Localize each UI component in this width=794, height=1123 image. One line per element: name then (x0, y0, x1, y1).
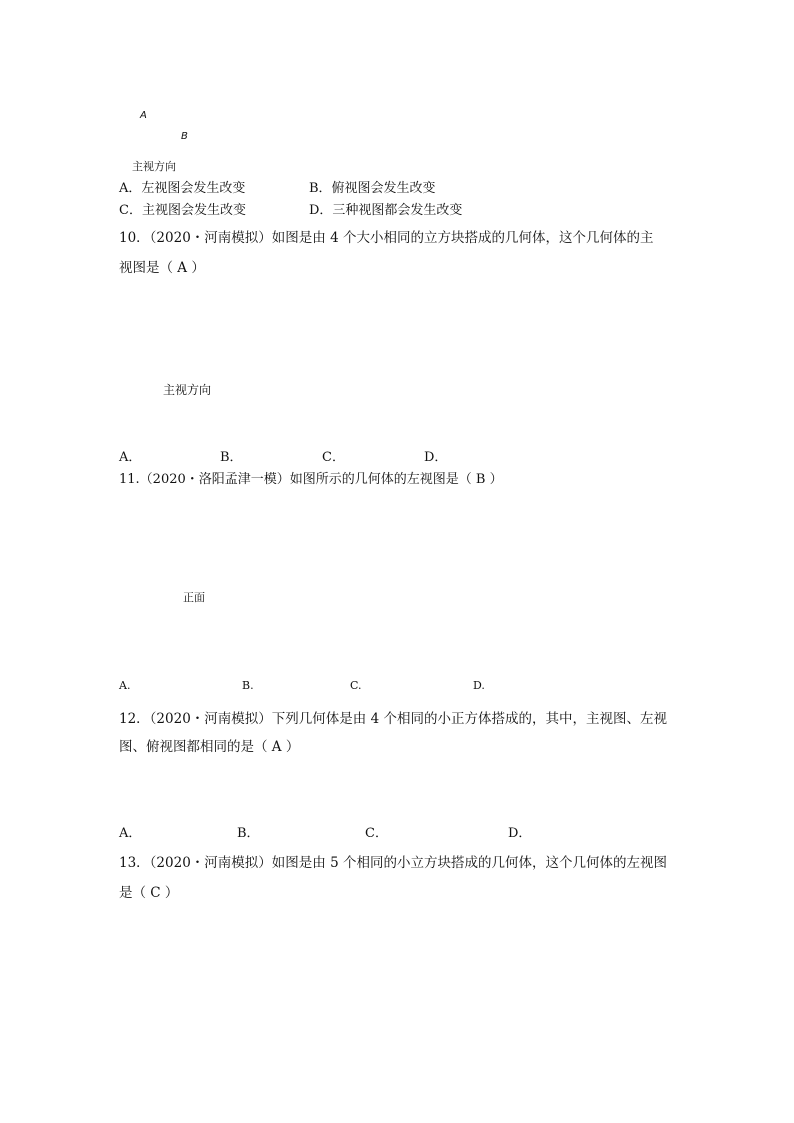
q11-choice-label-c: C. (350, 679, 362, 692)
q10-view-c (371, 412, 395, 436)
q9-option-d: D．三种视图都会发生改变 (309, 203, 463, 218)
q12-figure-c (394, 780, 472, 834)
q13-text-line1: 13．（2020・河南模拟）如图是由 5 个相同的小立方块搭成的几何体，这个几何体的左视图 (119, 855, 667, 871)
q10-choice-label-a: A． (119, 450, 142, 465)
q10-view-a (145, 412, 169, 436)
q11-text-line1: 11.（2020・洛阳孟津一模）如图所示的几何体的左视图是（ B ） (119, 472, 503, 487)
q12-choice-label-d: D． (508, 826, 532, 841)
q11-choice-label-d: D. (473, 679, 485, 692)
q11-view-a (141, 635, 205, 682)
q10-view-b (246, 412, 270, 436)
q11-view-d (491, 632, 567, 680)
q11-front-label: 正面 (183, 591, 205, 604)
q12-text-line1: 12．（2020・河南模拟）下列几何体是由 4 个相同的小正方体搭成的，其中，主视图、左视 (119, 711, 667, 727)
q9-option-c: C．主视图会发生改变 (119, 203, 246, 218)
q10-choice-label-c: C． (322, 450, 345, 465)
q12-figure-d (538, 768, 602, 834)
q12-choice-label-a: A． (119, 826, 142, 841)
q10-text-line1: 10．（2020・河南模拟）如图是由 4 个大小相同的立方块搭成的几何体，这个几何体的主 (119, 230, 654, 246)
q12-figure-a (148, 778, 204, 834)
q10-choice-label-b: B． (220, 450, 243, 465)
q12-choice-label-b: B． (237, 826, 260, 841)
q9-option-a: A．左视图会发生改变 (119, 181, 246, 196)
q9-label-b: B (181, 131, 188, 142)
q9-direction-label: 主视方向 (132, 160, 176, 173)
q12-text-line2: 图、俯视图都相同的是（ A ） (119, 739, 300, 755)
q10-choice-label-d: D． (424, 450, 448, 465)
q9-option-b: B．俯视图会发生改变 (309, 181, 436, 196)
q10-text-line2: 视图是（ A ） (119, 260, 205, 276)
q11-choice-label-b: B. (242, 679, 254, 692)
q10-direction-label: 主视方向 (163, 383, 212, 397)
q9-label-a: A (140, 110, 147, 121)
q11-view-b (259, 636, 316, 684)
q11-choice-label-a: A. (119, 679, 131, 692)
q12-choice-label-c: C． (365, 826, 388, 841)
q11-view-c (368, 632, 440, 680)
q12-figure-b (264, 768, 328, 832)
q13-text-line2: 是（ C ） (119, 885, 179, 901)
q10-view-d (449, 412, 473, 436)
